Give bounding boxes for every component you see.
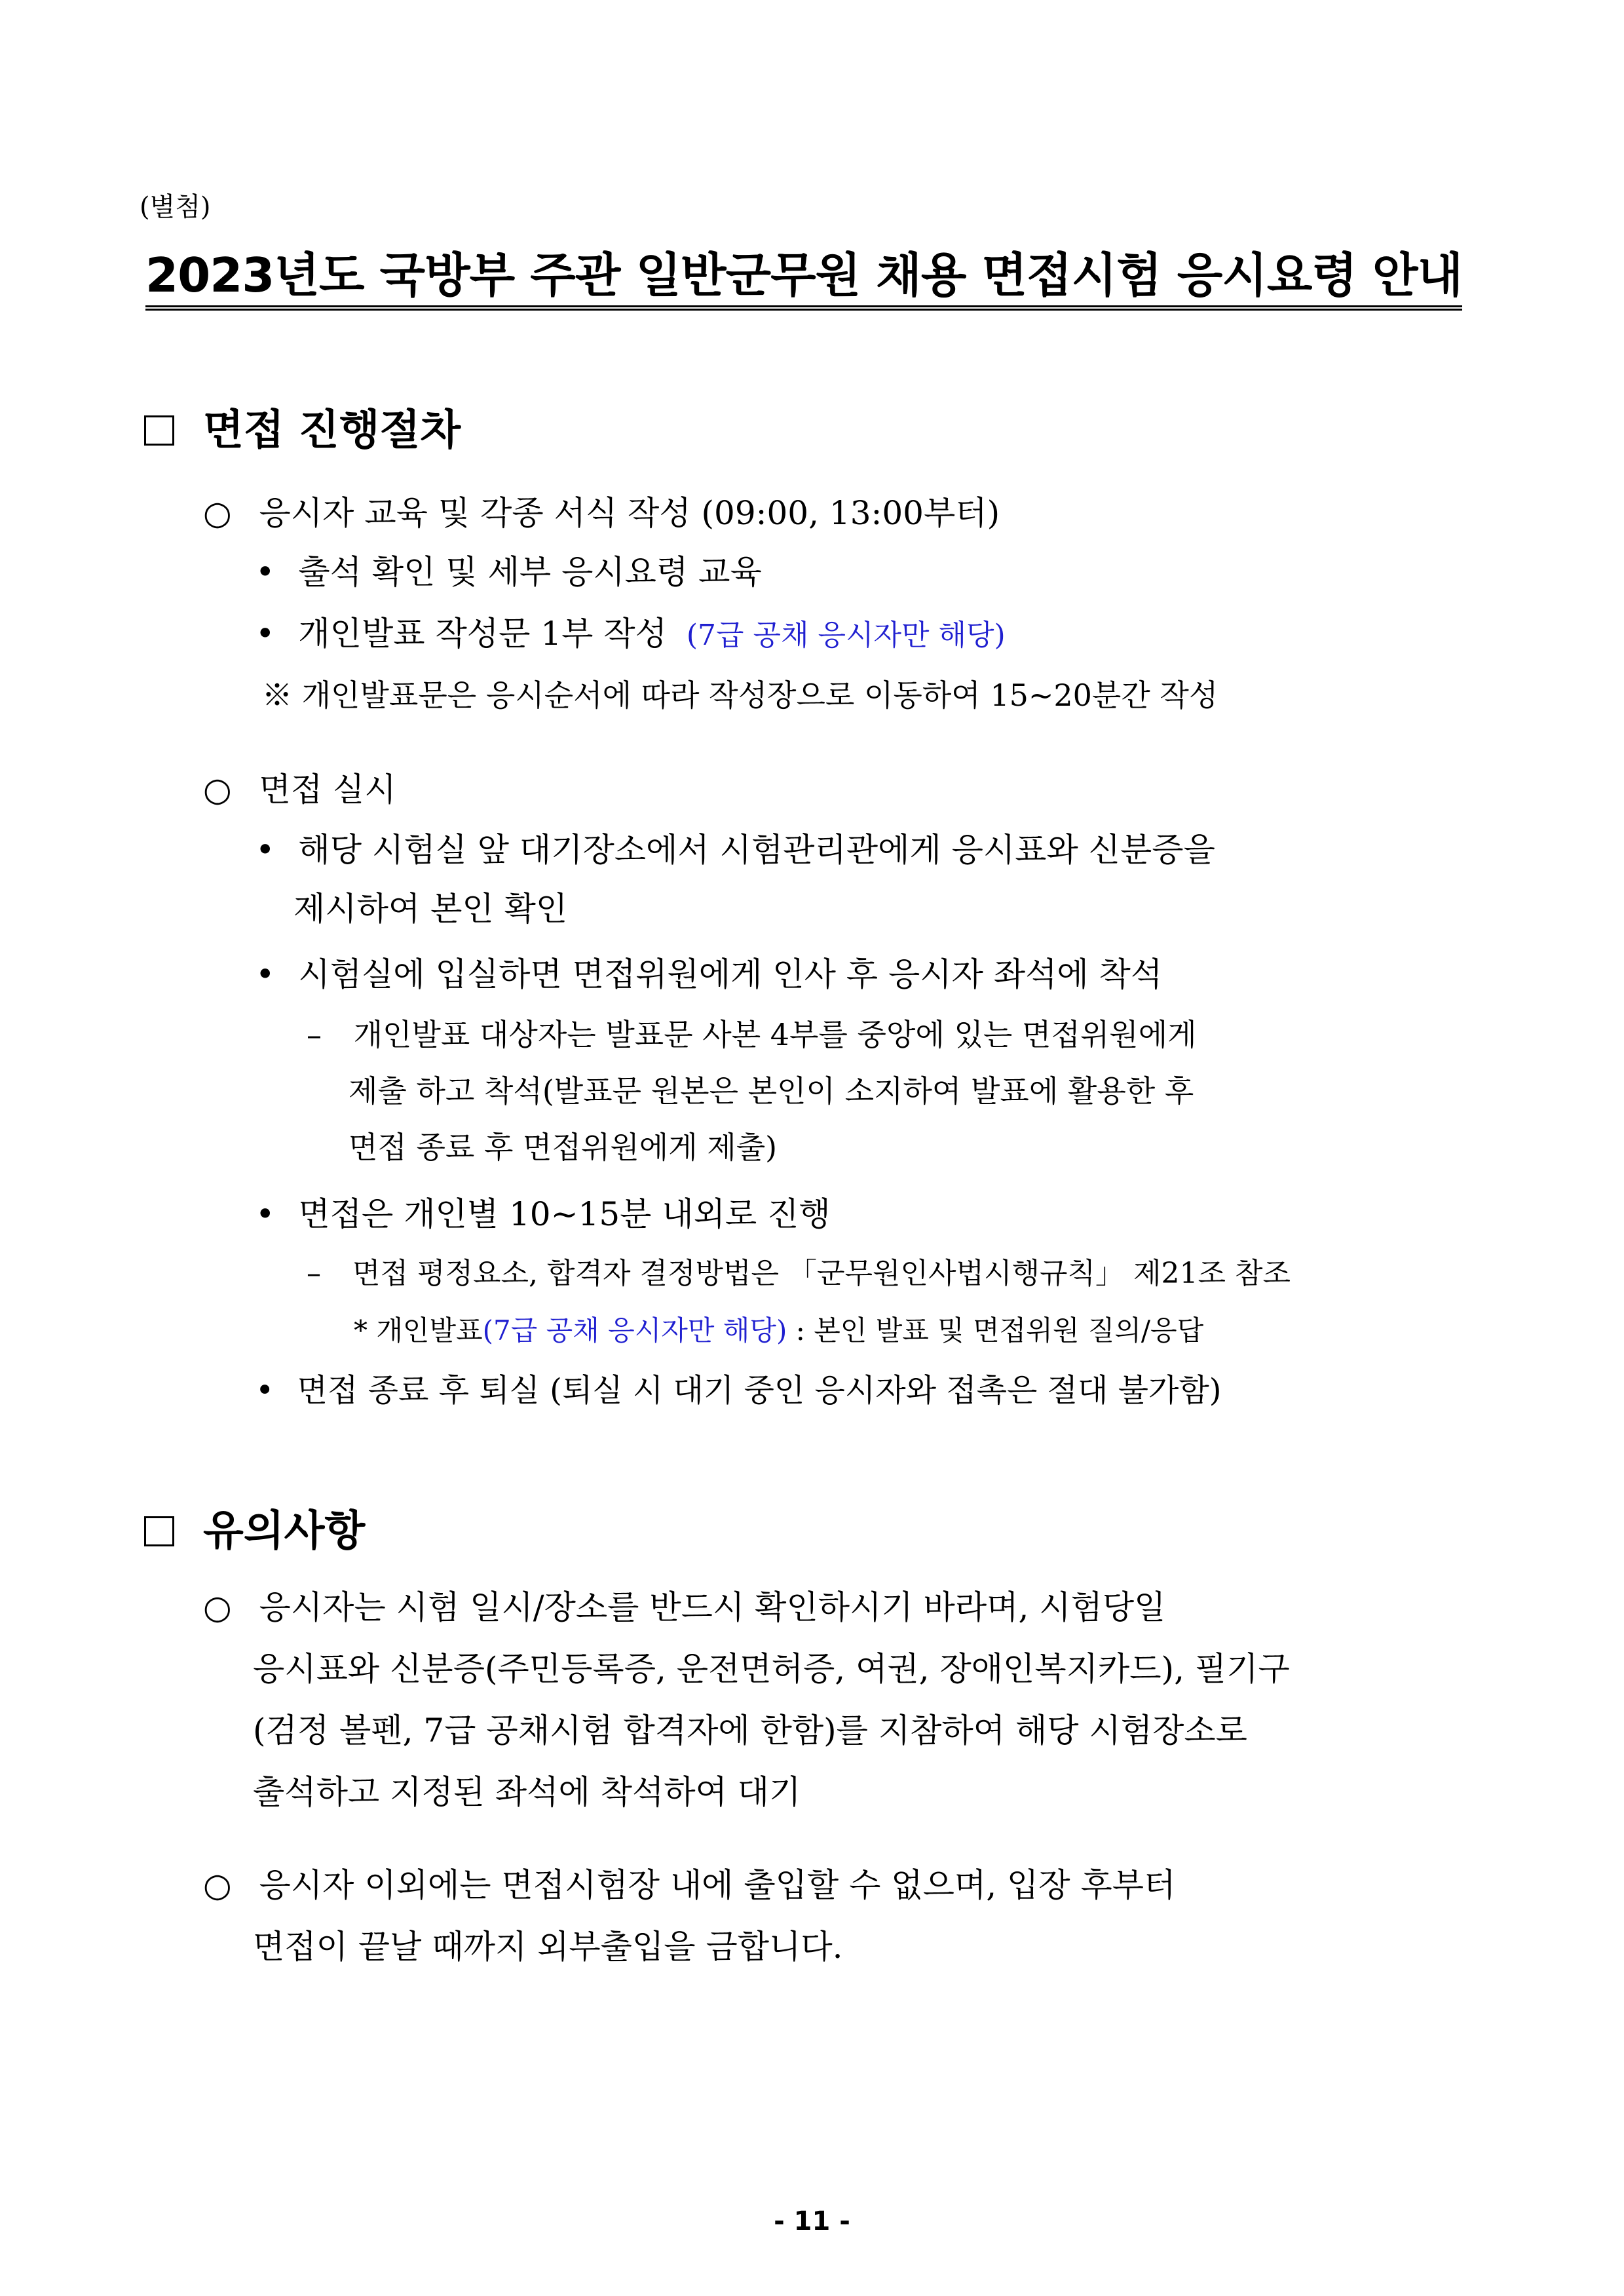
dot-bullet-icon: • — [255, 553, 275, 591]
dot-bullet-icon: • — [255, 1372, 274, 1409]
sub-item-text: 해당 시험실 앞 대기장소에서 시험관리관에게 응시표와 신분증을 — [298, 831, 1215, 869]
dash-item — [307, 1017, 1197, 1052]
dash-marker-icon: – — [307, 1017, 322, 1052]
list-item-continuation: 출석하고 지정된 좌석에 착석하여 대기 — [253, 1773, 801, 1811]
list-item-text: 응시자 이외에는 면접시험장 내에 출입할 수 없으며, 입장 후부터 — [259, 1866, 1176, 1904]
circle-bullet-icon: ○ — [203, 1866, 232, 1904]
dash-marker-icon: – — [307, 1257, 321, 1290]
list-item — [203, 1588, 1166, 1626]
sub-item-text: 면접은 개인별 10~15분 내외로 진행 — [298, 1195, 831, 1233]
applicability-note: (7급 공채 응시자만 해당) — [482, 1314, 787, 1347]
circle-bullet-icon: ○ — [203, 1588, 232, 1626]
dash-item-text: 개인발표 대상자는 발표문 사본 4부를 중앙에 있는 면접위원에게 — [353, 1017, 1197, 1052]
circle-bullet-icon: ○ — [203, 494, 232, 532]
asterisk-note-suffix: : 본인 발표 및 면접위원 질의/응답 — [787, 1314, 1204, 1347]
dash-item — [307, 1259, 1291, 1288]
reference-note: ※ 개인발표문은 응시순서에 따라 작성장으로 이동하여 15~20분간 작성 — [262, 678, 1218, 713]
checkbox-square-icon — [144, 1516, 174, 1546]
sub-item — [255, 955, 1163, 993]
circle-bullet-icon: ○ — [203, 771, 232, 809]
list-item-text: 면접 실시 — [259, 771, 396, 809]
list-item-text: 응시자는 시험 일시/장소를 반드시 확인하시기 바라며, 시험당일 — [259, 1588, 1166, 1626]
section-heading-text: 면접 진행절차 — [203, 406, 461, 455]
sub-item — [255, 1372, 1222, 1409]
attachment-label: (별첨) — [140, 192, 211, 222]
sub-item — [255, 553, 762, 591]
dot-bullet-icon: • — [255, 615, 275, 653]
dot-bullet-icon: • — [255, 831, 275, 869]
asterisk-note — [354, 1314, 1204, 1347]
applicability-note: (7급 공채 응시자만 해당) — [686, 619, 1006, 652]
list-item — [203, 494, 1000, 532]
section-heading-notes — [144, 1507, 366, 1556]
dash-item-continuation: 면접 종료 후 면접위원에게 제출) — [349, 1130, 778, 1165]
sub-item — [255, 1195, 831, 1233]
sub-item-continuation: 제시하여 본인 확인 — [293, 890, 568, 928]
list-item — [203, 771, 396, 809]
sub-item-text: 면접 종료 후 퇴실 (퇴실 시 대기 중인 응시자와 접촉은 절대 불가함) — [297, 1372, 1222, 1409]
section-heading-procedure — [144, 406, 461, 455]
page-number: - 11 - — [774, 2206, 850, 2236]
asterisk-note-prefix: * 개인발표 — [354, 1314, 483, 1347]
list-item-continuation: 면접이 끝날 때까지 외부출입을 금합니다. — [253, 1928, 843, 1966]
sub-item — [255, 831, 1215, 869]
list-item — [203, 1866, 1176, 1904]
dash-item-continuation: 제출 하고 착석(발표문 원본은 본인이 소지하여 발표에 활용한 후 — [349, 1073, 1194, 1109]
page-title: 2023년도 국방부 주관 일반군무원 채용 면접시험 응시요령 안내 — [145, 252, 1462, 311]
section-heading-text: 유의사항 — [203, 1507, 366, 1556]
sub-item-text: 시험실에 입실하면 면접위원에게 인사 후 응시자 좌석에 착석 — [298, 955, 1163, 993]
dash-item-text: 면접 평정요소, 합격자 결정방법은 「군무원인사법시행규칙」 제21조 참조 — [352, 1257, 1291, 1290]
list-item-continuation: (검정 볼펜, 7급 공채시험 합격자에 한함)를 지참하여 해당 시험장소로 — [253, 1712, 1247, 1750]
dot-bullet-icon: • — [255, 1195, 275, 1233]
list-item-text: 응시자 교육 및 각종 서식 작성 (09:00, 13:00부터) — [259, 494, 1000, 532]
sub-item-text: 개인발표 작성문 1부 작성 — [298, 615, 667, 653]
sub-item — [255, 615, 1006, 653]
list-item-continuation: 응시표와 신분증(주민등록증, 운전면허증, 여권, 장애인복지카드), 필기구 — [253, 1650, 1290, 1688]
sub-item-text: 출석 확인 및 세부 응시요령 교육 — [298, 553, 762, 591]
checkbox-square-icon — [144, 415, 174, 446]
dot-bullet-icon: • — [255, 955, 275, 993]
